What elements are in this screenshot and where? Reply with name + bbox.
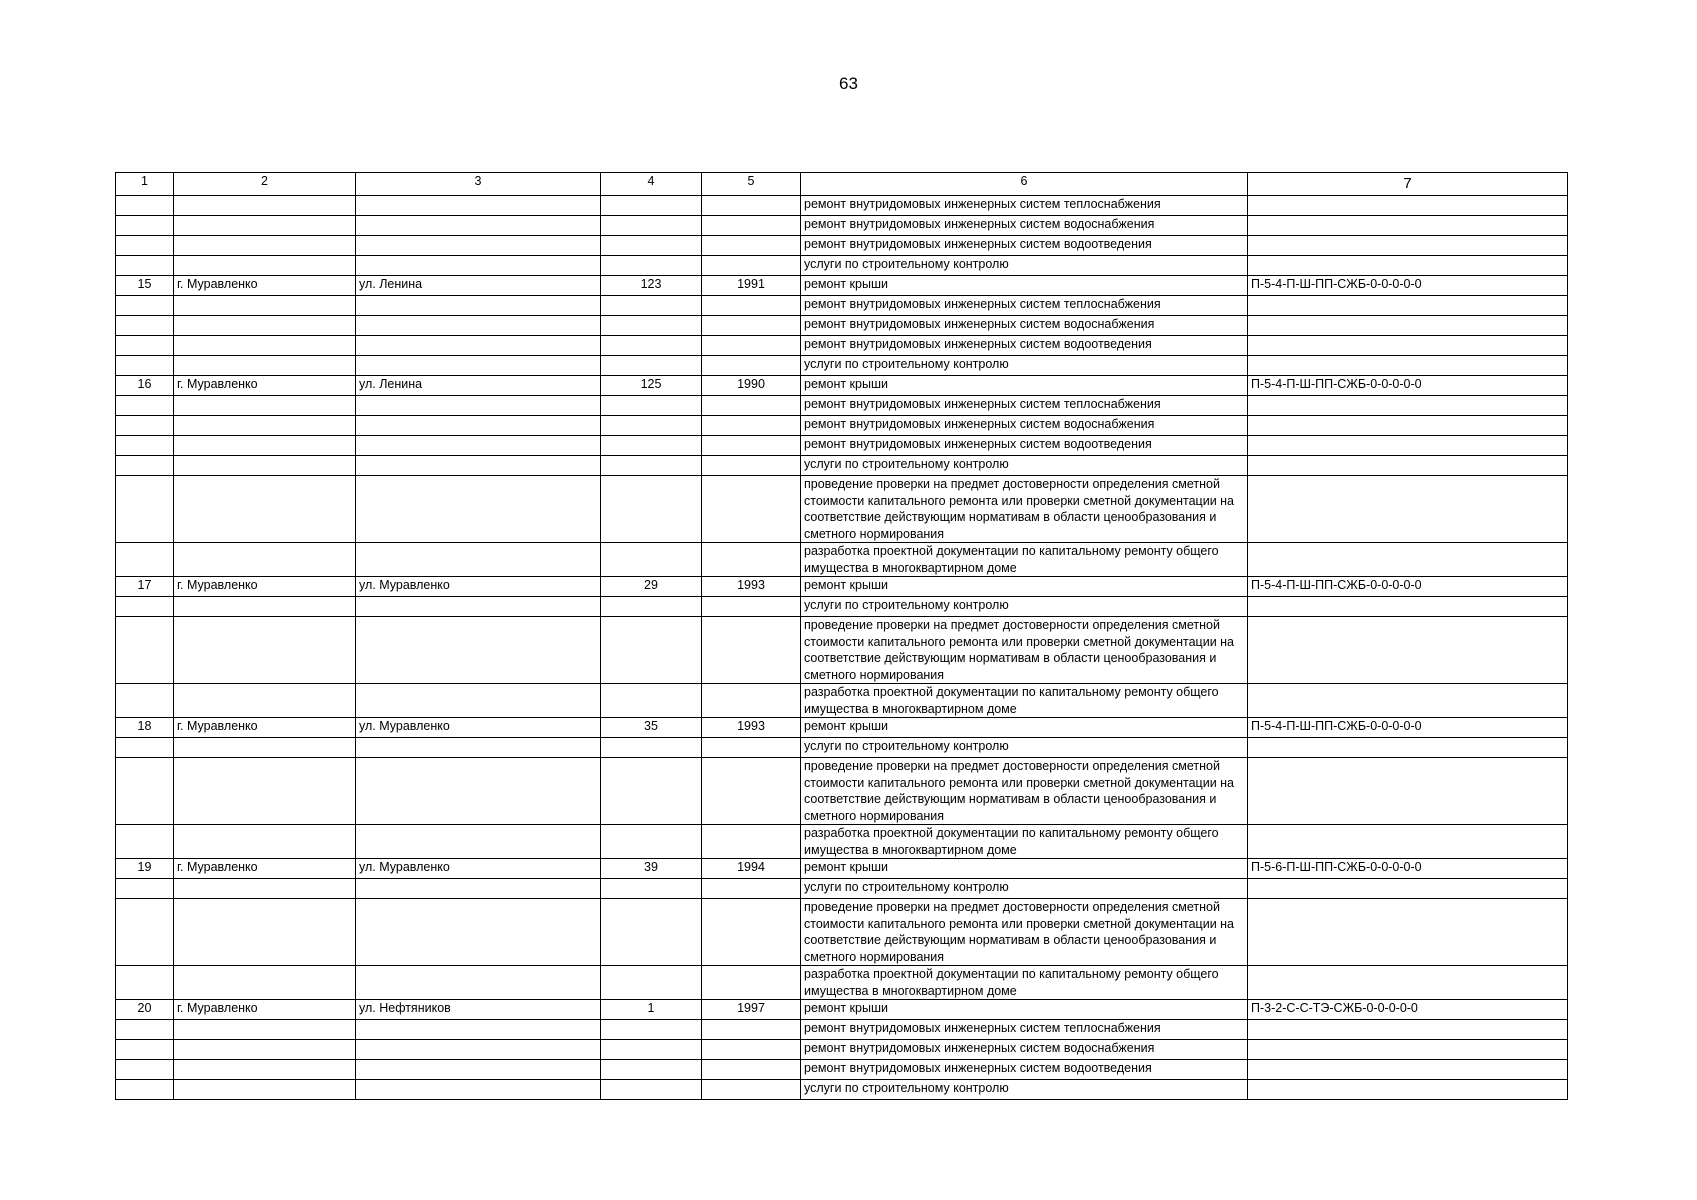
work-type-cell: ремонт крыши bbox=[801, 718, 1248, 738]
project-code-cell bbox=[1248, 436, 1568, 456]
city-cell bbox=[174, 356, 356, 376]
street-cell bbox=[356, 316, 601, 336]
street-cell bbox=[356, 336, 601, 356]
city-cell bbox=[174, 256, 356, 276]
table-row bbox=[116, 1020, 1568, 1040]
house-number-cell bbox=[601, 476, 702, 543]
street-cell bbox=[356, 597, 601, 617]
year-cell: 1990 bbox=[702, 376, 801, 396]
year-cell: 1993 bbox=[702, 577, 801, 597]
house-number-cell: 39 bbox=[601, 859, 702, 879]
row-number-cell bbox=[116, 476, 174, 543]
work-type-cell: ремонт внутридомовых инженерных систем водоотведения bbox=[801, 436, 1248, 456]
year-cell: 1993 bbox=[702, 718, 801, 738]
city-cell bbox=[174, 436, 356, 456]
city-cell: г. Муравленко bbox=[174, 1000, 356, 1020]
work-type-cell: ремонт крыши bbox=[801, 577, 1248, 597]
house-number-cell: 29 bbox=[601, 577, 702, 597]
year-cell bbox=[702, 825, 801, 859]
house-number-cell bbox=[601, 456, 702, 476]
table-row bbox=[116, 597, 1568, 617]
table-row bbox=[116, 416, 1568, 436]
table-row bbox=[116, 236, 1568, 256]
house-number-cell bbox=[601, 196, 702, 216]
year-cell bbox=[702, 196, 801, 216]
row-number-cell bbox=[116, 617, 174, 684]
city-cell bbox=[174, 296, 356, 316]
city-cell bbox=[174, 476, 356, 543]
city-cell bbox=[174, 416, 356, 436]
work-type-cell: ремонт внутридомовых инженерных систем водоснабжения bbox=[801, 216, 1248, 236]
table-row bbox=[116, 376, 1568, 396]
house-number-cell: 1 bbox=[601, 1000, 702, 1020]
project-code-cell bbox=[1248, 316, 1568, 336]
work-type-cell: ремонт внутридомовых инженерных систем теплоснабжения bbox=[801, 296, 1248, 316]
row-number-cell bbox=[116, 597, 174, 617]
table-row bbox=[116, 1040, 1568, 1060]
project-code-cell bbox=[1248, 899, 1568, 966]
work-type-cell: услуги по строительному контролю bbox=[801, 597, 1248, 617]
header-row bbox=[116, 173, 1568, 196]
table-row bbox=[116, 316, 1568, 336]
street-cell bbox=[356, 476, 601, 543]
work-type-cell: разработка проектной документации по капитальному ремонту общего имущества в многоквартирном доме bbox=[801, 684, 1248, 718]
project-code-cell bbox=[1248, 738, 1568, 758]
city-cell bbox=[174, 966, 356, 1000]
row-number-cell bbox=[116, 416, 174, 436]
street-cell bbox=[356, 543, 601, 577]
table-row bbox=[116, 436, 1568, 456]
work-type-cell: ремонт крыши bbox=[801, 276, 1248, 296]
work-type-cell: ремонт крыши bbox=[801, 859, 1248, 879]
row-number-cell bbox=[116, 256, 174, 276]
table-row bbox=[116, 276, 1568, 296]
project-code-cell bbox=[1248, 879, 1568, 899]
project-code-cell bbox=[1248, 296, 1568, 316]
table-row bbox=[116, 738, 1568, 758]
year-cell bbox=[702, 1060, 801, 1080]
year-cell bbox=[702, 476, 801, 543]
work-type-cell: ремонт внутридомовых инженерных систем теплоснабжения bbox=[801, 396, 1248, 416]
street-cell: ул. Нефтяников bbox=[356, 1000, 601, 1020]
work-type-cell: ремонт крыши bbox=[801, 1000, 1248, 1020]
row-number-cell bbox=[116, 196, 174, 216]
work-type-cell: ремонт внутридомовых инженерных систем теплоснабжения bbox=[801, 1020, 1248, 1040]
city-cell bbox=[174, 879, 356, 899]
table-row bbox=[116, 256, 1568, 276]
row-number-cell bbox=[116, 316, 174, 336]
project-code-cell bbox=[1248, 966, 1568, 1000]
house-number-cell bbox=[601, 396, 702, 416]
project-code-cell bbox=[1248, 617, 1568, 684]
column-header-6: 6 bbox=[801, 173, 1248, 196]
city-cell: г. Муравленко bbox=[174, 276, 356, 296]
page-number: 63 bbox=[839, 74, 858, 93]
house-number-cell bbox=[601, 1080, 702, 1100]
work-type-cell: услуги по строительному контролю bbox=[801, 879, 1248, 899]
project-code-cell: П-5-4-П-Ш-ПП-СЖБ-0-0-0-0-0 bbox=[1248, 276, 1568, 296]
project-code-cell bbox=[1248, 1040, 1568, 1060]
project-code-cell: П-5-4-П-Ш-ПП-СЖБ-0-0-0-0-0 bbox=[1248, 718, 1568, 738]
work-type-cell: проведение проверки на предмет достоверности определения сметной стоимости капитального ремонта или проверки сметной документации на соответствие действующим нормативам в области ценообразования и сметного нормирования bbox=[801, 476, 1248, 543]
table-row bbox=[116, 356, 1568, 376]
house-number-cell: 35 bbox=[601, 718, 702, 738]
work-type-cell: ремонт внутридомовых инженерных систем водоснабжения bbox=[801, 1040, 1248, 1060]
year-cell bbox=[702, 416, 801, 436]
city-cell bbox=[174, 1060, 356, 1080]
house-number-cell bbox=[601, 966, 702, 1000]
row-number-cell bbox=[116, 396, 174, 416]
house-number-cell bbox=[601, 356, 702, 376]
work-type-cell: разработка проектной документации по капитальному ремонту общего имущества в многоквартирном доме bbox=[801, 543, 1248, 577]
table-row bbox=[116, 825, 1568, 859]
year-cell bbox=[702, 296, 801, 316]
house-number-cell bbox=[601, 758, 702, 825]
street-cell bbox=[356, 456, 601, 476]
year-cell bbox=[702, 356, 801, 376]
street-cell bbox=[356, 296, 601, 316]
year-cell bbox=[702, 879, 801, 899]
house-number-cell bbox=[601, 1020, 702, 1040]
work-type-cell: ремонт крыши bbox=[801, 376, 1248, 396]
city-cell bbox=[174, 1020, 356, 1040]
project-code-cell: П-5-4-П-Ш-ПП-СЖБ-0-0-0-0-0 bbox=[1248, 577, 1568, 597]
table-row bbox=[116, 196, 1568, 216]
street-cell bbox=[356, 216, 601, 236]
house-number-cell bbox=[601, 1060, 702, 1080]
city-cell bbox=[174, 597, 356, 617]
row-number-cell bbox=[116, 236, 174, 256]
row-number-cell bbox=[116, 758, 174, 825]
row-number-cell: 15 bbox=[116, 276, 174, 296]
year-cell bbox=[702, 236, 801, 256]
work-type-cell: услуги по строительному контролю bbox=[801, 356, 1248, 376]
city-cell bbox=[174, 738, 356, 758]
year-cell bbox=[702, 684, 801, 718]
table-row bbox=[116, 216, 1568, 236]
row-number-cell bbox=[116, 336, 174, 356]
street-cell bbox=[356, 1060, 601, 1080]
house-number-cell bbox=[601, 899, 702, 966]
street-cell bbox=[356, 416, 601, 436]
project-code-cell bbox=[1248, 1020, 1568, 1040]
city-cell bbox=[174, 543, 356, 577]
table-row bbox=[116, 966, 1568, 1000]
column-header-7: 7 bbox=[1248, 173, 1568, 196]
city-cell: г. Муравленко bbox=[174, 376, 356, 396]
year-cell bbox=[702, 396, 801, 416]
table-row bbox=[116, 1000, 1568, 1020]
house-number-cell bbox=[601, 436, 702, 456]
row-number-cell bbox=[116, 543, 174, 577]
house-number-cell bbox=[601, 336, 702, 356]
work-type-cell: услуги по строительному контролю bbox=[801, 738, 1248, 758]
row-number-cell bbox=[116, 1040, 174, 1060]
project-code-cell bbox=[1248, 825, 1568, 859]
year-cell: 1997 bbox=[702, 1000, 801, 1020]
house-number-cell: 125 bbox=[601, 376, 702, 396]
work-type-cell: услуги по строительному контролю bbox=[801, 256, 1248, 276]
street-cell bbox=[356, 1080, 601, 1100]
table-row bbox=[116, 899, 1568, 966]
project-code-cell bbox=[1248, 416, 1568, 436]
work-type-cell: проведение проверки на предмет достоверности определения сметной стоимости капитального ремонта или проверки сметной документации на соответствие действующим нормативам в области ценообразования и сметного нормирования bbox=[801, 899, 1248, 966]
year-cell bbox=[702, 216, 801, 236]
house-number-cell bbox=[601, 236, 702, 256]
city-cell bbox=[174, 456, 356, 476]
project-code-cell bbox=[1248, 456, 1568, 476]
street-cell bbox=[356, 684, 601, 718]
row-number-cell: 19 bbox=[116, 859, 174, 879]
table-row bbox=[116, 718, 1568, 738]
house-number-cell bbox=[601, 825, 702, 859]
street-cell bbox=[356, 1040, 601, 1060]
year-cell: 1994 bbox=[702, 859, 801, 879]
table-row bbox=[116, 879, 1568, 899]
street-cell: ул. Муравленко bbox=[356, 859, 601, 879]
year-cell bbox=[702, 336, 801, 356]
house-number-cell bbox=[601, 216, 702, 236]
street-cell: ул. Ленина bbox=[356, 376, 601, 396]
street-cell bbox=[356, 396, 601, 416]
row-number-cell bbox=[116, 1080, 174, 1100]
house-number-cell bbox=[601, 617, 702, 684]
house-number-cell bbox=[601, 738, 702, 758]
row-number-cell bbox=[116, 216, 174, 236]
column-header-1: 1 bbox=[116, 173, 174, 196]
street-cell bbox=[356, 356, 601, 376]
street-cell bbox=[356, 236, 601, 256]
year-cell bbox=[702, 543, 801, 577]
house-number-cell bbox=[601, 684, 702, 718]
work-type-cell: ремонт внутридомовых инженерных систем теплоснабжения bbox=[801, 196, 1248, 216]
house-number-cell bbox=[601, 296, 702, 316]
table-row bbox=[116, 396, 1568, 416]
city-cell: г. Муравленко bbox=[174, 577, 356, 597]
work-type-cell: проведение проверки на предмет достоверности определения сметной стоимости капитального ремонта или проверки сметной документации на соответствие действующим нормативам в области ценообразования и сметного нормирования bbox=[801, 617, 1248, 684]
table-row bbox=[116, 758, 1568, 825]
city-cell bbox=[174, 825, 356, 859]
year-cell: 1991 bbox=[702, 276, 801, 296]
table-row bbox=[116, 684, 1568, 718]
project-code-cell bbox=[1248, 543, 1568, 577]
street-cell bbox=[356, 758, 601, 825]
work-type-cell: разработка проектной документации по капитальному ремонту общего имущества в многоквартирном доме bbox=[801, 966, 1248, 1000]
work-type-cell: разработка проектной документации по капитальному ремонту общего имущества в многоквартирном доме bbox=[801, 825, 1248, 859]
year-cell bbox=[702, 436, 801, 456]
city-cell bbox=[174, 196, 356, 216]
project-code-cell bbox=[1248, 758, 1568, 825]
street-cell: ул. Ленина bbox=[356, 276, 601, 296]
row-number-cell: 18 bbox=[116, 718, 174, 738]
table-row bbox=[116, 617, 1568, 684]
city-cell: г. Муравленко bbox=[174, 859, 356, 879]
table-row bbox=[116, 336, 1568, 356]
row-number-cell bbox=[116, 1060, 174, 1080]
city-cell bbox=[174, 684, 356, 718]
table-row bbox=[116, 456, 1568, 476]
row-number-cell bbox=[116, 296, 174, 316]
column-header-4: 4 bbox=[601, 173, 702, 196]
street-cell bbox=[356, 899, 601, 966]
street-cell: ул. Муравленко bbox=[356, 577, 601, 597]
work-type-cell: ремонт внутридомовых инженерных систем водоотведения bbox=[801, 336, 1248, 356]
project-code-cell bbox=[1248, 1060, 1568, 1080]
row-number-cell bbox=[116, 899, 174, 966]
city-cell bbox=[174, 396, 356, 416]
house-number-cell: 123 bbox=[601, 276, 702, 296]
row-number-cell bbox=[116, 825, 174, 859]
house-number-cell bbox=[601, 597, 702, 617]
row-number-cell: 20 bbox=[116, 1000, 174, 1020]
row-number-cell bbox=[116, 456, 174, 476]
project-code-cell bbox=[1248, 356, 1568, 376]
house-number-cell bbox=[601, 416, 702, 436]
project-code-cell bbox=[1248, 236, 1568, 256]
city-cell bbox=[174, 316, 356, 336]
table-row bbox=[116, 1060, 1568, 1080]
street-cell bbox=[356, 825, 601, 859]
project-code-cell bbox=[1248, 684, 1568, 718]
row-number-cell bbox=[116, 966, 174, 1000]
project-code-cell bbox=[1248, 597, 1568, 617]
year-cell bbox=[702, 456, 801, 476]
row-number-cell bbox=[116, 879, 174, 899]
year-cell bbox=[702, 899, 801, 966]
project-code-cell: П-5-6-П-Ш-ПП-СЖБ-0-0-0-0-0 bbox=[1248, 859, 1568, 879]
table-row bbox=[116, 577, 1568, 597]
street-cell bbox=[356, 196, 601, 216]
project-code-cell bbox=[1248, 1080, 1568, 1100]
house-number-cell bbox=[601, 879, 702, 899]
table-row bbox=[116, 1080, 1568, 1100]
column-header-5: 5 bbox=[702, 173, 801, 196]
work-type-cell: проведение проверки на предмет достоверности определения сметной стоимости капитального ремонта или проверки сметной документации на соответствие действующим нормативам в области ценообразования и сметного нормирования bbox=[801, 758, 1248, 825]
row-number-cell bbox=[116, 436, 174, 456]
street-cell bbox=[356, 436, 601, 456]
city-cell bbox=[174, 617, 356, 684]
street-cell: ул. Муравленко bbox=[356, 718, 601, 738]
works-table bbox=[115, 172, 1568, 1100]
year-cell bbox=[702, 966, 801, 1000]
house-number-cell bbox=[601, 543, 702, 577]
work-type-cell: ремонт внутридомовых инженерных систем водоотведения bbox=[801, 1060, 1248, 1080]
city-cell bbox=[174, 758, 356, 825]
project-code-cell bbox=[1248, 336, 1568, 356]
project-code-cell: П-3-2-С-С-ТЭ-СЖБ-0-0-0-0-0 bbox=[1248, 1000, 1568, 1020]
work-type-cell: услуги по строительному контролю bbox=[801, 456, 1248, 476]
project-code-cell bbox=[1248, 256, 1568, 276]
row-number-cell: 17 bbox=[116, 577, 174, 597]
year-cell bbox=[702, 617, 801, 684]
city-cell bbox=[174, 216, 356, 236]
work-type-cell: ремонт внутридомовых инженерных систем водоснабжения bbox=[801, 416, 1248, 436]
table-row bbox=[116, 859, 1568, 879]
project-code-cell bbox=[1248, 196, 1568, 216]
row-number-cell bbox=[116, 356, 174, 376]
year-cell bbox=[702, 256, 801, 276]
year-cell bbox=[702, 1020, 801, 1040]
street-cell bbox=[356, 256, 601, 276]
row-number-cell bbox=[116, 684, 174, 718]
project-code-cell: П-5-4-П-Ш-ПП-СЖБ-0-0-0-0-0 bbox=[1248, 376, 1568, 396]
street-cell bbox=[356, 738, 601, 758]
street-cell bbox=[356, 879, 601, 899]
row-number-cell: 16 bbox=[116, 376, 174, 396]
column-header-2: 2 bbox=[174, 173, 356, 196]
row-number-cell bbox=[116, 738, 174, 758]
work-type-cell: услуги по строительному контролю bbox=[801, 1080, 1248, 1100]
house-number-cell bbox=[601, 316, 702, 336]
year-cell bbox=[702, 597, 801, 617]
city-cell bbox=[174, 236, 356, 256]
year-cell bbox=[702, 316, 801, 336]
year-cell bbox=[702, 1040, 801, 1060]
table-row bbox=[116, 296, 1568, 316]
city-cell bbox=[174, 1040, 356, 1060]
column-header-3: 3 bbox=[356, 173, 601, 196]
city-cell bbox=[174, 1080, 356, 1100]
street-cell bbox=[356, 966, 601, 1000]
city-cell bbox=[174, 899, 356, 966]
year-cell bbox=[702, 738, 801, 758]
city-cell: г. Муравленко bbox=[174, 718, 356, 738]
project-code-cell bbox=[1248, 216, 1568, 236]
street-cell bbox=[356, 617, 601, 684]
year-cell bbox=[702, 758, 801, 825]
street-cell bbox=[356, 1020, 601, 1040]
table-row bbox=[116, 476, 1568, 543]
work-type-cell: ремонт внутридомовых инженерных систем водоснабжения bbox=[801, 316, 1248, 336]
row-number-cell bbox=[116, 1020, 174, 1040]
project-code-cell bbox=[1248, 476, 1568, 543]
project-code-cell bbox=[1248, 396, 1568, 416]
house-number-cell bbox=[601, 256, 702, 276]
house-number-cell bbox=[601, 1040, 702, 1060]
table-row bbox=[116, 543, 1568, 577]
year-cell bbox=[702, 1080, 801, 1100]
work-type-cell: ремонт внутридомовых инженерных систем водоотведения bbox=[801, 236, 1248, 256]
city-cell bbox=[174, 336, 356, 356]
